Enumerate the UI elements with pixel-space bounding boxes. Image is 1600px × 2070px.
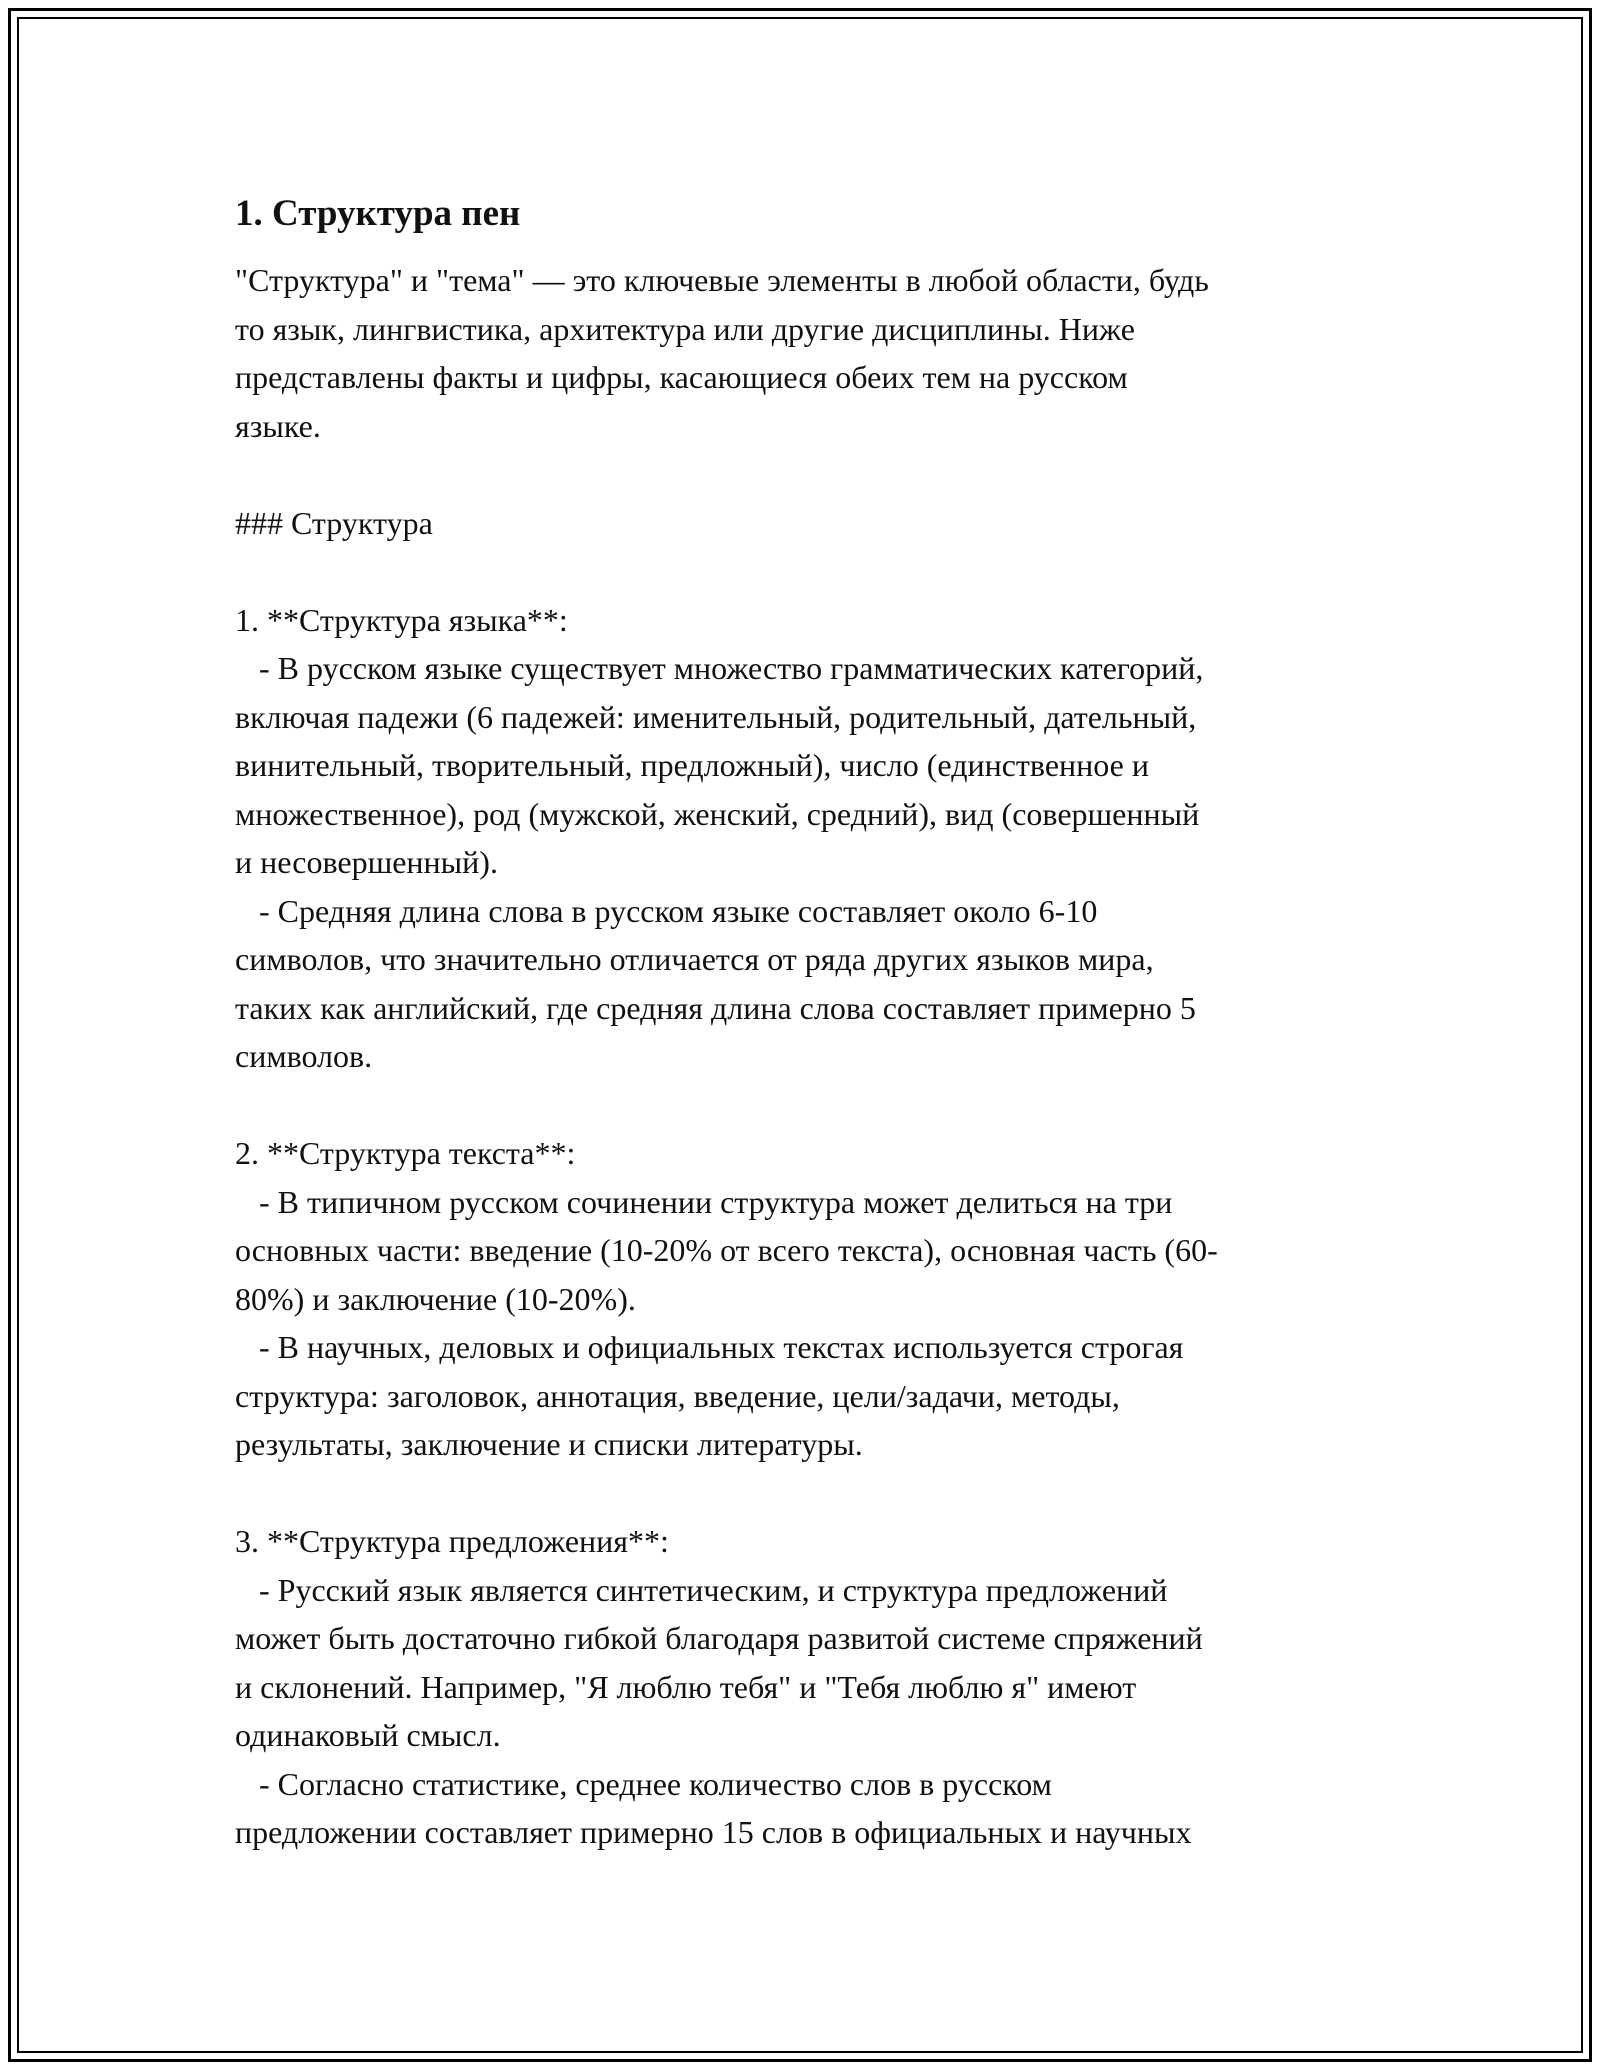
text-line: 3. **Структура предложения**: — [235, 1523, 669, 1559]
text-line: основных части: введение (10-20% от всего текста), основная часть (60- — [235, 1232, 1218, 1268]
text-line: структура: заголовок, аннотация, введение, цели/задачи, методы, — [235, 1377, 1120, 1414]
text-line: и склонений. Например, "Я люблю тебя" и "Тебя люблю я" имеют — [235, 1668, 1137, 1705]
text-line: таких как английский, где средняя длина слова составляет примерно 5 — [235, 989, 1196, 1026]
text-line: представлены факты и цифры, касающиеся обеих тем на русском — [235, 359, 1128, 395]
text-line: винительный, творительный, предложный), число (единственное и — [235, 747, 1149, 783]
text-line: - В русском языке существует множество грамматических категорий, — [235, 650, 1204, 686]
document-title: 1. Структура пен — [235, 193, 521, 234]
text-line: "Структура" и "тема" — это ключевые элементы в любой области, будь — [235, 262, 1209, 298]
text-line: 2. **Структура текста**: — [235, 1135, 576, 1171]
text-line: включая падежи (6 падежей: именительный, родительный, дательный, — [235, 698, 1197, 735]
blank-line — [235, 1081, 1375, 1130]
text-line: и несовершенный). — [235, 844, 498, 880]
text-line: - Согласно статистике, среднее количество слов в русском — [235, 1765, 1052, 1802]
text-line: предложении составляет примерно 15 слов в официальных и научных — [235, 1814, 1192, 1850]
text-line: - В научных, деловых и официальных текстах используется строгая — [235, 1329, 1184, 1365]
text-line: 80%) и заключение (10-20%). — [235, 1280, 636, 1317]
text-line: 1. **Структура языка**: — [235, 601, 568, 638]
text-line: - Средняя длина слова в русском языке составляет около 6-10 — [235, 892, 1098, 929]
blank-line — [235, 547, 1375, 596]
text-line: ### Структура — [235, 504, 433, 541]
text-line: языке. — [235, 407, 321, 444]
text-line: результаты, заключение и списки литературы. — [235, 1426, 863, 1462]
document-body — [235, 190, 1375, 1857]
text-line: символов. — [235, 1038, 373, 1074]
text-line: - В типичном русском сочинении структура может делиться на три — [235, 1183, 1173, 1220]
text-line: - Русский язык является синтетическим, и структура предложений — [235, 1571, 1168, 1608]
text-line: то язык, лингвистика, архитектура или другие дисциплины. Ниже — [235, 310, 1135, 347]
blank-line — [235, 450, 1375, 499]
text-line: одинаковый смысл. — [235, 1717, 501, 1753]
text-line: множественное), род (мужской, женский, средний), вид (совершенный — [235, 795, 1200, 832]
text-line: может быть достаточно гибкой благодаря развитой системе спряжений — [235, 1620, 1203, 1656]
document-text — [235, 256, 1375, 1857]
blank-line — [235, 1469, 1375, 1518]
text-line: символов, что значительно отличается от ряда других языков мира, — [235, 941, 1154, 977]
